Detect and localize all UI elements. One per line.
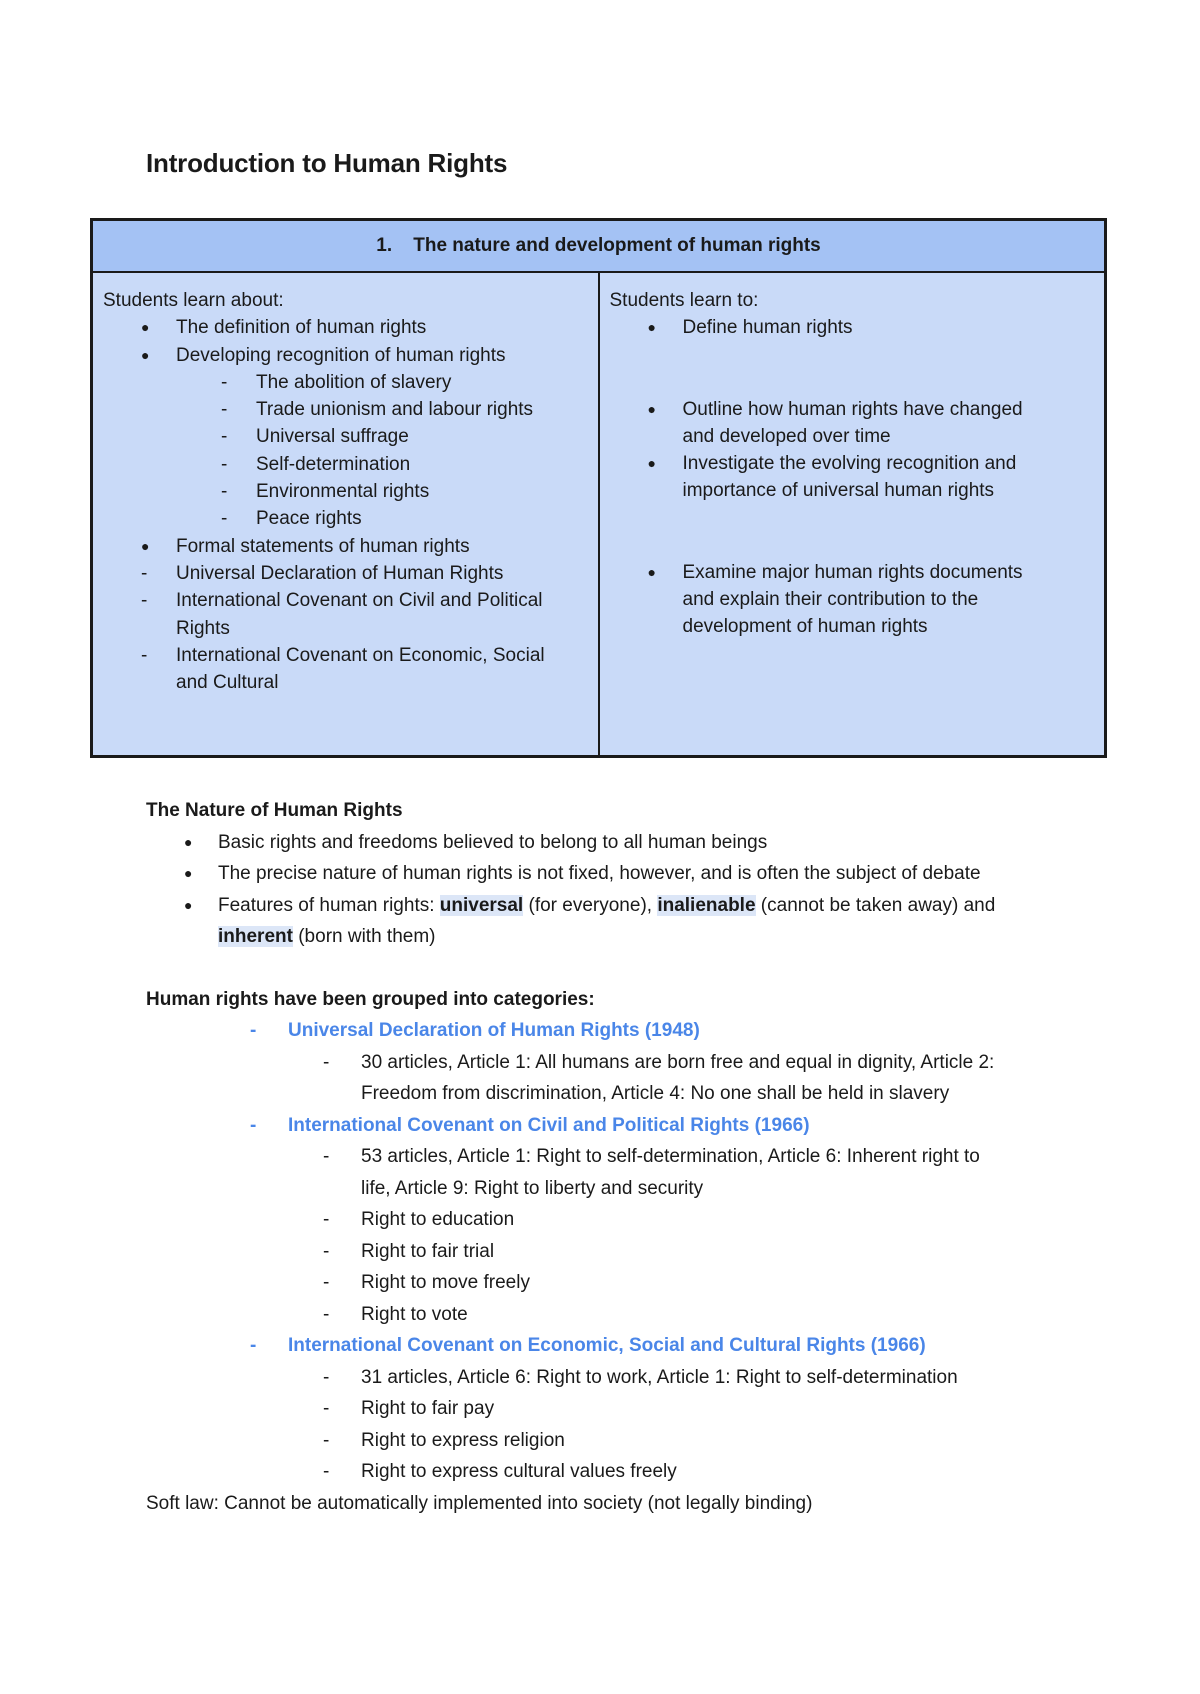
categories-heading: Human rights have been grouped into categories:	[146, 988, 595, 1010]
sub-item: - Trade unionism and labour rights	[221, 399, 534, 421]
list-item: ● Investigate the evolving recognition and importance of universal human rights	[610, 450, 1095, 505]
learn-about-column	[92, 272, 599, 757]
sub-item: - Peace rights	[221, 508, 362, 530]
list-item: ● The precise nature of human rights is not fixed, however, and is often the subject of debate	[184, 858, 1066, 890]
list-item: ● The definition of human rights	[103, 314, 588, 341]
notes-body	[146, 795, 1066, 1519]
sub-item: - 31 articles, Article 6: Right to work, Article 1: Right to self-determination	[323, 1366, 958, 1388]
bullet-icon: ●	[647, 319, 656, 336]
list-item: ● Basic rights and freedoms believed to belong to all human beings	[184, 827, 1066, 859]
list-item: ● Developing recognition of human rights	[103, 342, 588, 369]
sub-item: - Right to education	[323, 1209, 515, 1230]
bullet-icon: ●	[647, 563, 656, 580]
sub-item: - The abolition of slavery	[221, 371, 452, 393]
list-item: ● Define human rights	[610, 314, 1095, 341]
highlight-inherent: inherent	[218, 926, 293, 947]
nature-heading: The Nature of Human Rights	[146, 800, 403, 821]
sub-item: - Right to fair pay	[323, 1398, 495, 1419]
category-iccpr: - International Covenant on Civil and Political Rights (1966)	[250, 1114, 810, 1136]
highlight-inalienable: inalienable	[657, 894, 756, 916]
sub-item: - Environmental rights	[221, 481, 430, 503]
sub-item: - International Covenant on Civil and Political Rights	[141, 590, 543, 639]
bullet-icon: ●	[141, 346, 150, 363]
bullet-icon: ●	[184, 833, 193, 850]
list-item: ● Outline how human rights have changed and developed over time	[610, 396, 1095, 451]
sub-item: - Universal Declaration of Human Rights	[141, 562, 504, 584]
bullet-icon: ●	[647, 400, 656, 417]
sub-item: - Universal suffrage	[221, 426, 409, 448]
sub-item: - International Covenant on Economic, Social and Cultural	[141, 644, 545, 694]
highlight-universal: universal	[439, 894, 524, 916]
sub-item: - Right to fair trial	[323, 1240, 495, 1262]
bullet-icon: ●	[141, 537, 150, 554]
sub-item: - Right to express cultural values freely	[323, 1461, 677, 1482]
bullet-icon: ●	[647, 455, 656, 472]
category-icescr: - International Covenant on Economic, Social and Cultural Rights (1966)	[250, 1335, 926, 1356]
bullet-icon: ●	[184, 865, 193, 881]
page-title: Introduction to Human Rights	[146, 148, 508, 178]
nature-list	[146, 827, 1066, 953]
sub-item: - Right to move freely	[323, 1272, 530, 1293]
list-item: ● Formal statements of human rights	[103, 533, 588, 560]
learn-to-column	[599, 272, 1106, 757]
sub-item: - Right to vote	[323, 1303, 468, 1325]
learn-about-heading: Students learn about:	[103, 290, 284, 311]
learn-to-heading: Students learn to:	[609, 290, 759, 311]
sub-item: - Self-determination	[221, 453, 411, 475]
category-udhr: - Universal Declaration of Human Rights (1948)	[250, 1020, 700, 1041]
bullet-icon: ●	[141, 319, 150, 336]
header-text: The nature and development of human rights	[413, 235, 821, 256]
list-item: ● Examine major human rights documents and explain their contribution to the development of human rights	[610, 559, 1095, 641]
header-number: 1.	[376, 235, 393, 256]
bullet-icon: ●	[184, 896, 193, 913]
sub-item: - Right to express religion	[323, 1429, 565, 1451]
sub-item: - 30 articles, Article 1: All humans are born free and equal in dignity, Article 2: Freedom from discrimination, Article 4: No one shall be held in slavery	[323, 1051, 995, 1104]
soft-law-note: Soft law: Cannot be automatically implemented into society (not legally binding)	[146, 1492, 813, 1514]
list-item: ● Features of human rights: universal (for everyone), inalienable (cannot be taken away) and inherent (born with them)	[184, 890, 1066, 953]
table-header	[92, 220, 1106, 273]
syllabus-table	[90, 218, 1107, 758]
sub-item: - 53 articles, Article 1: Right to self-determination, Article 6: Inherent right to life, Article 9: Right to liberty and security	[323, 1146, 980, 1199]
